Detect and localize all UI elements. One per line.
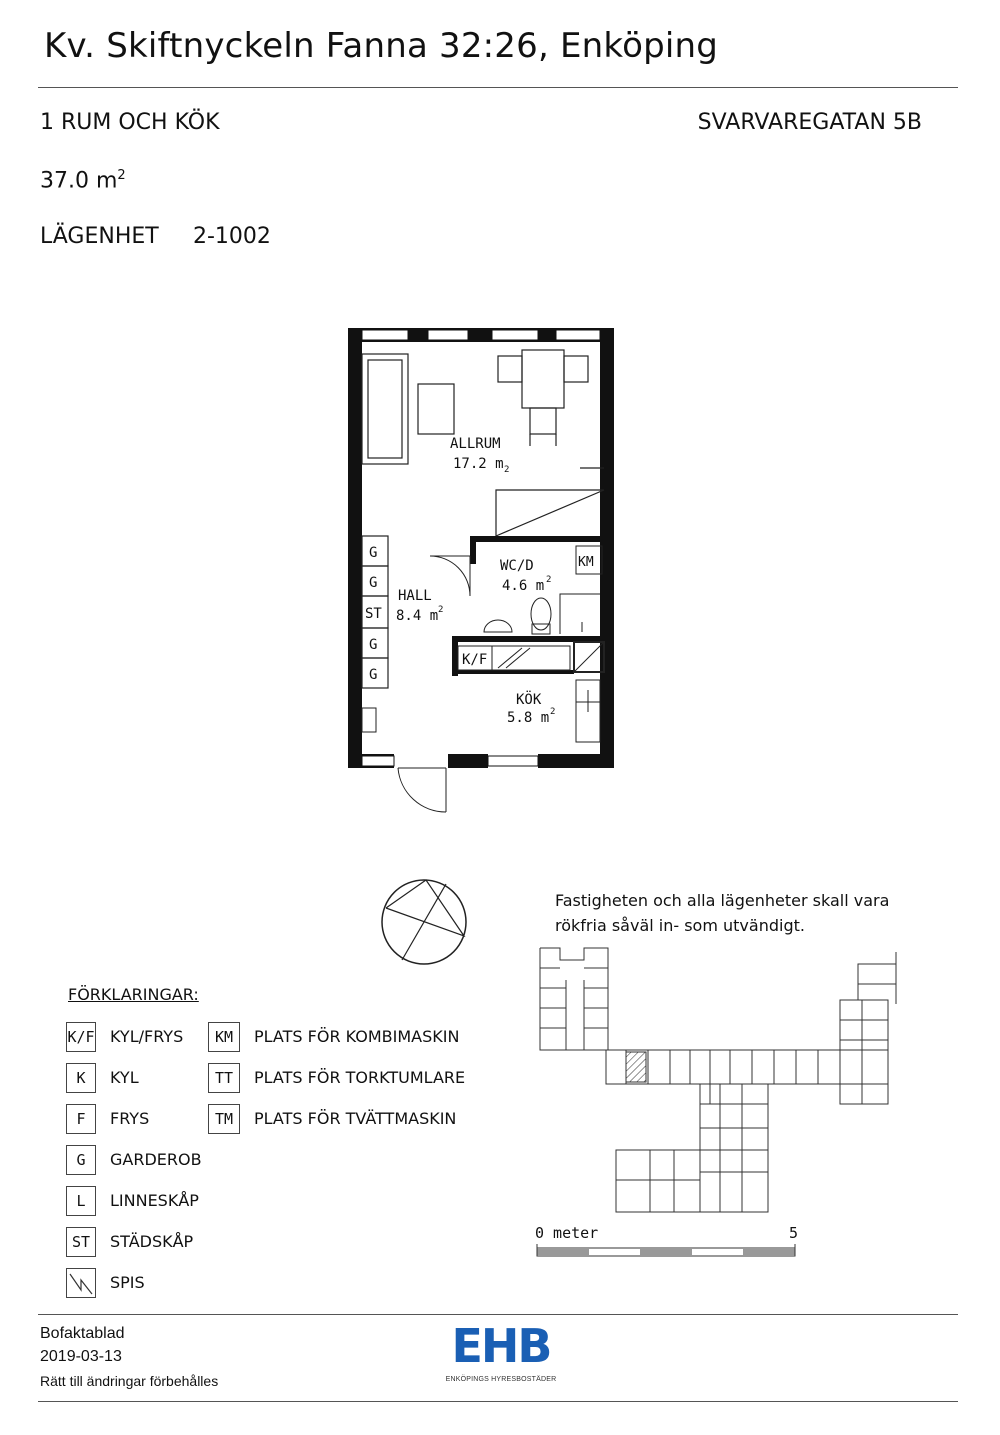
- legend-item: [66, 1180, 202, 1221]
- footer-date: 2019-03-13: [40, 1348, 122, 1365]
- note-line-1: Fastigheten och alla lägenheter skall vara: [555, 891, 890, 910]
- scale-bar: [536, 1244, 798, 1258]
- footer-doc-type: Bofaktablad: [40, 1325, 125, 1342]
- legend-code: ST: [66, 1227, 96, 1257]
- legend-code: F: [66, 1104, 96, 1134]
- legend-label: PLATS FÖR KOMBIMASKIN: [254, 1027, 460, 1046]
- legend-code: TM: [208, 1104, 240, 1134]
- legend-code: G: [66, 1145, 96, 1175]
- entry-door: [398, 768, 446, 812]
- smoke-free-note: [555, 888, 889, 938]
- room-area-hall: 8.4 m: [396, 608, 439, 624]
- legend-label: LINNESKÅP: [110, 1191, 199, 1210]
- apartment-area: [40, 168, 126, 193]
- apartment-number: 2-1002: [193, 224, 271, 249]
- note-line-2: rökfria såväl in- som utvändigt.: [555, 916, 805, 935]
- legend-item: [208, 1098, 465, 1139]
- km-label: KM: [578, 555, 594, 570]
- area-sup: 2: [438, 605, 444, 615]
- room-area-kok: 5.8 m: [507, 710, 550, 726]
- legend-label: FRYS: [110, 1109, 150, 1128]
- header-divider: [38, 87, 958, 88]
- scale-start-label: 0 meter: [535, 1224, 599, 1242]
- kf-label: K/F: [462, 652, 488, 668]
- legend-label: PLATS FÖR TORKTUMLARE: [254, 1068, 466, 1087]
- closet-label: ST: [365, 606, 382, 622]
- legend-code: TT: [208, 1063, 240, 1093]
- room-name-allrum: ALLRUM: [450, 436, 501, 452]
- legend-right: [208, 1016, 465, 1139]
- legend-left: [66, 1016, 202, 1303]
- legend-item: [66, 1221, 202, 1262]
- area-unit-sup: 2: [117, 168, 126, 183]
- legend-label: KYL/FRYS: [110, 1027, 184, 1046]
- apartment-location-marker: [626, 1052, 646, 1082]
- ehb-logo: [438, 1319, 564, 1383]
- legend-item: [208, 1016, 465, 1057]
- closet-label: G: [369, 667, 378, 683]
- floor-plan: [340, 320, 630, 820]
- legend-label: PLATS FÖR TVÄTTMASKIN: [254, 1109, 457, 1128]
- closet-label: G: [369, 575, 378, 591]
- scale-end-label: 5: [789, 1224, 799, 1242]
- closet-label: G: [369, 545, 378, 561]
- area-sup: 2: [550, 707, 556, 717]
- legend-item: [66, 1057, 202, 1098]
- apartment-label: LÄGENHET: [40, 224, 159, 249]
- legend-code: K: [66, 1063, 96, 1093]
- legend-title: FÖRKLARINGAR:: [68, 985, 199, 1004]
- room-count: 1 RUM OCH KÖK: [40, 110, 220, 135]
- stove-icon: [66, 1268, 96, 1298]
- room-name-wc: WC/D: [500, 558, 534, 574]
- room-name-kok: KÖK: [516, 692, 542, 708]
- footer-disclaimer: Rätt till ändringar förbehålles: [40, 1373, 219, 1389]
- room-area-wc: 4.6 m: [502, 578, 545, 594]
- interior-door: [430, 556, 470, 596]
- footer-divider-bottom: [38, 1401, 958, 1402]
- legend-item: [66, 1098, 202, 1139]
- area-sup: 2: [546, 575, 552, 585]
- logo-text: EHB: [451, 1319, 551, 1373]
- footer-divider-top: [38, 1314, 958, 1315]
- legend-code: KM: [208, 1022, 240, 1052]
- legend-code: K/F: [66, 1022, 96, 1052]
- legend-item: [66, 1262, 202, 1303]
- street-address: SVARVAREGATAN 5B: [697, 110, 922, 135]
- legend-code: L: [66, 1186, 96, 1216]
- north-arrow: [378, 876, 470, 968]
- legend-label: SPIS: [110, 1273, 145, 1292]
- legend-item: [66, 1016, 202, 1057]
- area-sup: 2: [504, 465, 510, 475]
- building-key-plan: [530, 940, 910, 1220]
- logo-subtitle: ENKÖPINGS HYRESBOSTÄDER: [445, 1376, 557, 1383]
- room-labels: [396, 436, 555, 726]
- page-title: Kv. Skiftnyckeln Fanna 32:26, Enköping: [44, 26, 719, 66]
- room-area-allrum: 17.2 m: [453, 456, 504, 472]
- legend-label: KYL: [110, 1068, 139, 1087]
- area-value: 37.0 m: [40, 168, 118, 194]
- legend-item: [208, 1057, 465, 1098]
- legend-item: [66, 1139, 202, 1180]
- closet-label: G: [369, 637, 378, 653]
- legend-label: GARDEROB: [110, 1150, 202, 1169]
- room-name-hall: HALL: [398, 588, 432, 604]
- legend-label: STÄDSKÅP: [110, 1232, 194, 1251]
